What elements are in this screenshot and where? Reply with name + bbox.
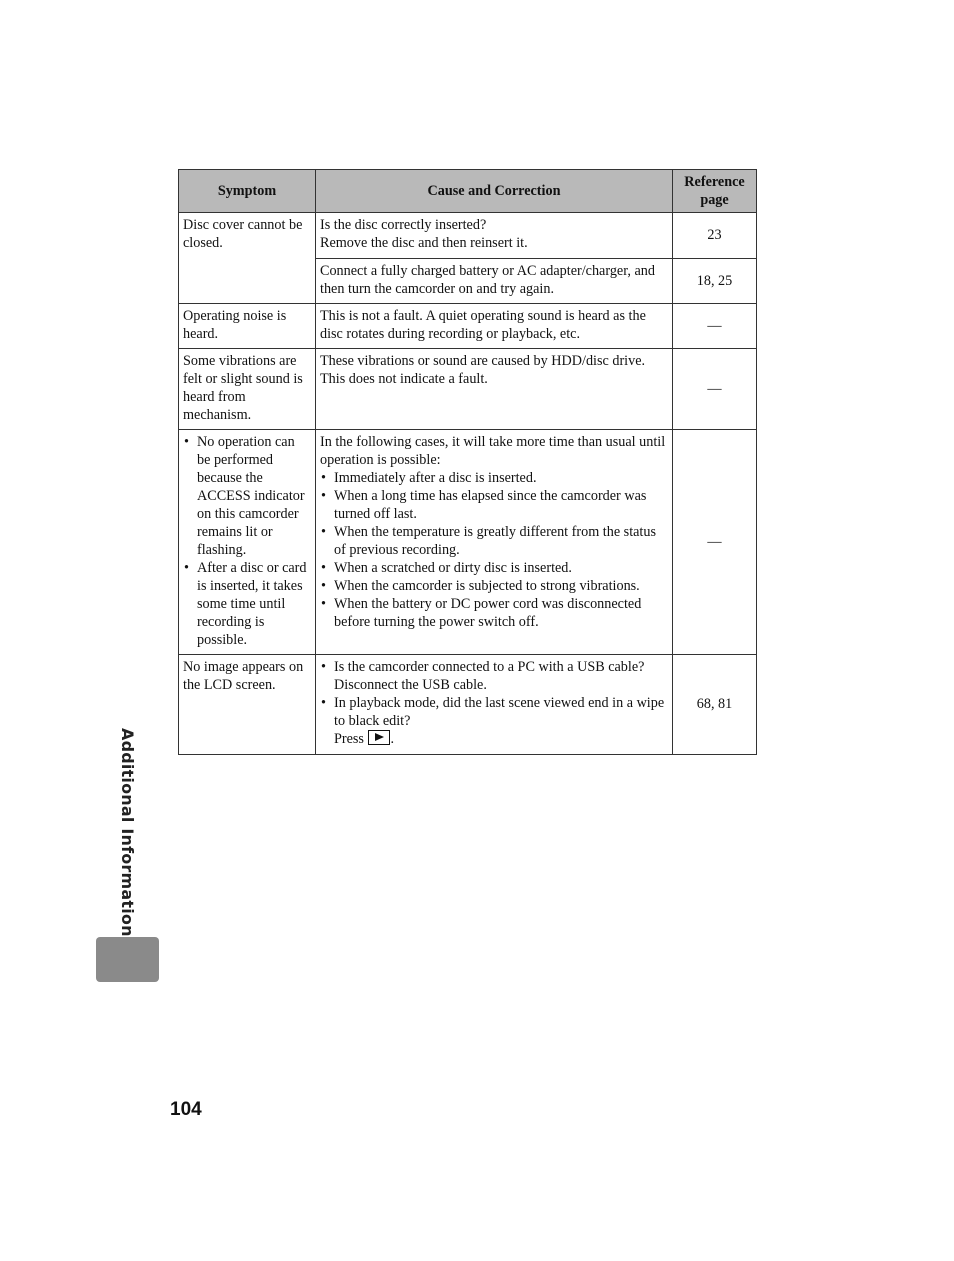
- cause-cell: [316, 430, 673, 655]
- cause-line: This does not indicate a fault.: [320, 371, 488, 387]
- symptom-cell: Some vibrations are felt or slight sound is heard from mechanism.: [179, 349, 316, 430]
- bullet-item: • After a disc or card is inserted, it takes some time until recording is possible.: [183, 559, 311, 649]
- cause-cell: Connect a fully charged battery or AC adapter/charger, and then turn the camcorder on and try again.: [316, 259, 673, 304]
- reference-cell: —: [673, 304, 757, 349]
- bullet-item: • When the battery or DC power cord was disconnected before turning the power switch off.: [320, 595, 668, 631]
- play-button-icon: [368, 730, 390, 745]
- symptom-cell: No image appears on the LCD screen.: [179, 655, 316, 755]
- cause-cell: This is not a fault. A quiet operating sound is heard as the disc rotates during recording or playback, etc.: [316, 304, 673, 349]
- symptom-cell: Operating noise is heard.: [179, 304, 316, 349]
- page-number: 104: [170, 1099, 202, 1120]
- bullet-item: • No operation can be performed because the ACCESS indicator on this camcorder remains lit or flashing.: [183, 433, 311, 559]
- bullet-line: • In playback mode, did the last scene viewed end in a wipe to black edit?: [334, 695, 665, 729]
- cause-bullet-list: [320, 658, 668, 748]
- cause-cell: [316, 213, 673, 259]
- period-text: .: [390, 731, 395, 747]
- cause-header: Cause and Correction: [316, 170, 673, 213]
- bullet-item: [320, 694, 668, 748]
- section-side-label: Additional Information: [118, 728, 137, 937]
- table-row: [179, 430, 757, 655]
- table-header-row: [179, 170, 757, 213]
- symptom-bullet-list: [183, 433, 311, 649]
- reference-cell: 68, 81: [673, 655, 757, 755]
- reference-cell: —: [673, 349, 757, 430]
- bullet-item: • Immediately after a disc is inserted.: [320, 469, 668, 487]
- table-row: [179, 304, 757, 349]
- cause-line: Remove the disc and then reinsert it.: [320, 235, 528, 251]
- cause-cell: [316, 349, 673, 430]
- bullet-line: [334, 730, 668, 748]
- cause-line: These vibrations or sound are caused by HDD/disc drive.: [320, 353, 646, 369]
- bullet-item: • When a scratched or dirty disc is inserted.: [320, 559, 668, 577]
- symptom-cell: [179, 430, 316, 655]
- section-tab-marker: [96, 937, 159, 982]
- cause-intro: In the following cases, it will take more time than usual until operation is possible:: [320, 434, 666, 468]
- table-row: [179, 213, 757, 259]
- bullet-line: Disconnect the USB cable.: [334, 677, 487, 693]
- reference-header-line1: Reference: [684, 174, 745, 190]
- symptom-header: Symptom: [179, 170, 316, 213]
- reference-cell: 18, 25: [673, 259, 757, 304]
- reference-cell: —: [673, 430, 757, 655]
- bullet-line: • Is the camcorder connected to a PC with a USB cable?: [334, 659, 645, 675]
- table-row: [179, 349, 757, 430]
- cause-cell: [316, 655, 673, 755]
- troubleshooting-table: [178, 169, 757, 755]
- bullet-item: • When a long time has elapsed since the camcorder was turned off last.: [320, 487, 668, 523]
- reference-header: [673, 170, 757, 213]
- reference-cell: 23: [673, 213, 757, 259]
- table-row: [179, 655, 757, 755]
- bullet-item: • When the camcorder is subjected to strong vibrations.: [320, 577, 668, 595]
- press-text: Press: [334, 731, 364, 747]
- cause-bullet-list: [320, 469, 668, 631]
- reference-header-line2: page: [700, 192, 729, 208]
- bullet-item: • When the temperature is greatly different from the status of previous recording.: [320, 523, 668, 559]
- bullet-item: [320, 658, 668, 694]
- cause-line: Is the disc correctly inserted?: [320, 217, 487, 233]
- symptom-cell: Disc cover cannot be closed.: [179, 213, 316, 304]
